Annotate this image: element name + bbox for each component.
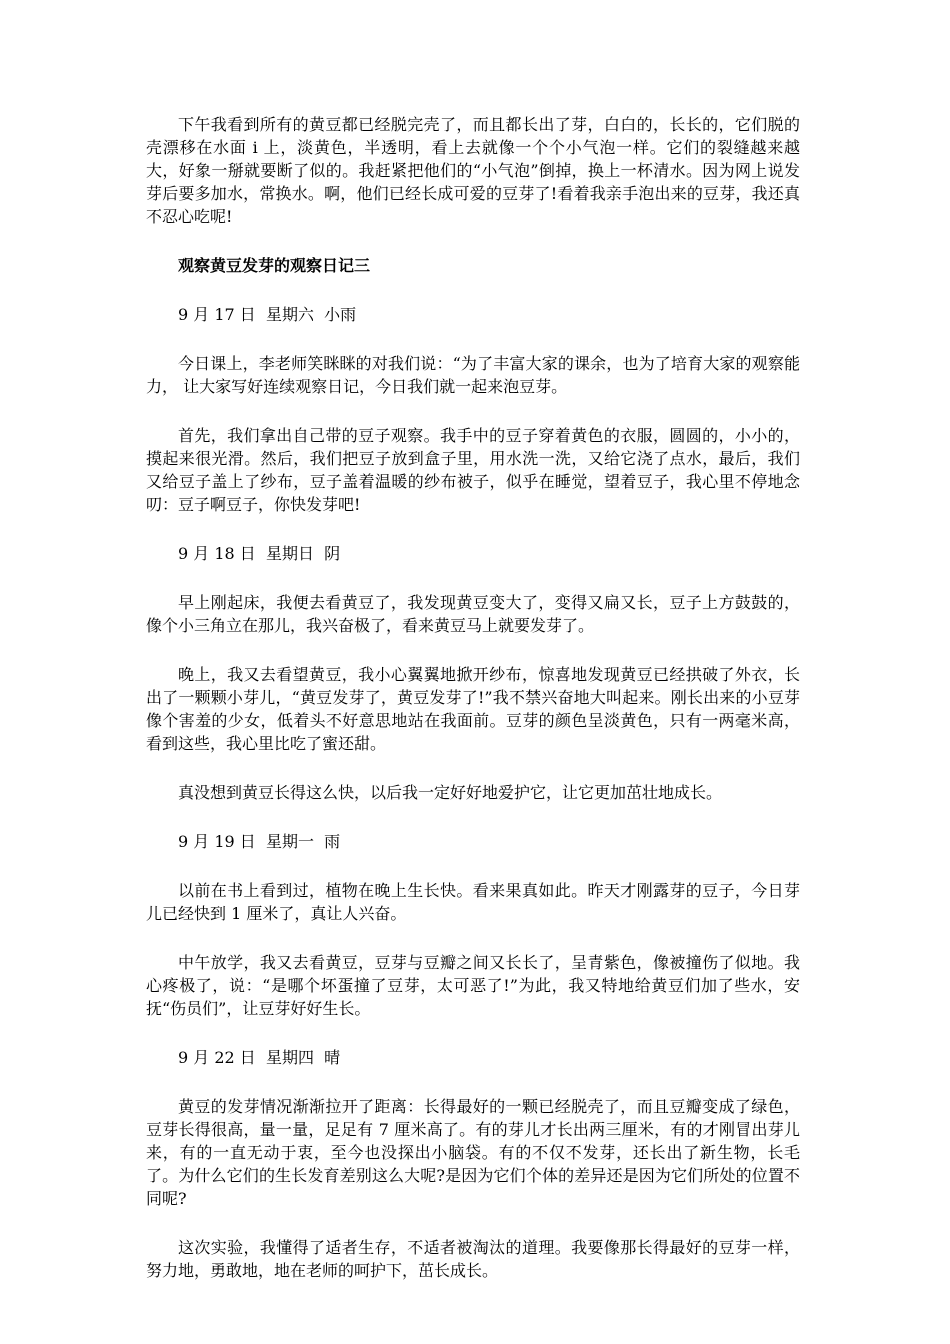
paragraph: 这次实验，我懂得了适者生存，不适者被淘汰的道理。我要像那长得最好的豆芽一样，努力地，勇敢地，地在老师的呵护下，茁长成长。 (146, 1238, 800, 1280)
diary-date: 9 月 17 日 星期六 小雨 (178, 305, 357, 324)
paragraph: 早上刚起床，我便去看黄豆了，我发现黄豆变大了，变得又扁又长，豆子上方鼓鼓的，像个小三角立在那儿，我兴奋极了，看来黄豆马上就要发芽了。 (146, 593, 800, 635)
paragraph: 中午放学，我又去看黄豆，豆芽与豆瓣之间又长长了，呈青紫色，像被撞伤了似地。我心疼极了，说：“是哪个坏蛋撞了豆芽，太可恶了!”为此，我又特地给黄豆们加了些水，安抚“伤员们”，让豆芽好好生长。 (146, 953, 800, 1018)
diary-date: 9 月 18 日 星期日 阴 (178, 544, 341, 563)
paragraph: 真没想到黄豆长得这么快，以后我一定好好地爱护它，让它更加茁壮地成长。 (178, 783, 723, 802)
diary-date: 9 月 19 日 星期一 雨 (178, 832, 341, 851)
paragraph: 下午我看到所有的黄豆都已经脱完壳了，而且都长出了芽，白白的，长长的，它们脱的壳漂移在水面 i 上，淡黄色，半透明，看上去就像一个个小气泡一样。它们的裂缝越来越大，好象一掰就要断了似的。我赶紧把他们的“小气泡”倒掉，换上一杯清水。因为网上说发芽后要多加水，常换水。啊，他们已经长成可爱的豆芽了!看着我亲手泡出来的豆芽，我还真不忍心吃呢! (146, 115, 800, 226)
document-page (146, 113, 800, 1308)
paragraph: 黄豆的发芽情况渐渐拉开了距离：长得最好的一颗已经脱壳了，而且豆瓣变成了绿色，豆芽长得很高，量一量，足足有 7 厘米高了。有的芽儿才长出两三厘米，有的才刚冒出芽儿来，有的一直无动于衷，至今也没探出小脑袋。有的不仅不发芽，还长出了新生物，长毛了。为什么它们的生长发育差别这么大呢?是因为它们个体的差异还是因为它们所处的位置不同呢? (146, 1097, 800, 1208)
diary-date: 9 月 22 日 星期四 晴 (178, 1048, 341, 1067)
paragraph: 晚上，我又去看望黄豆，我小心翼翼地掀开纱布，惊喜地发现黄豆已经拱破了外衣，长出了一颗颗小芽儿，“黄豆发芽了，黄豆发芽了!”我不禁兴奋地大叫起来。刚长出来的小豆芽像个害羞的少女，低着头不好意思地站在我面前。豆芽的颜色呈淡黄色，只有一两毫米高，看到这些，我心里比吃了蜜还甜。 (146, 665, 800, 753)
paragraph: 今日课上，李老师笑眯眯的对我们说：“为了丰富大家的课余，也为了培育大家的观察能力， 让大家写好连续观察日记，今日我们就一起来泡豆芽。 (146, 354, 800, 396)
section-heading: 观察黄豆发芽的观察日记三 (178, 256, 371, 275)
paragraph: 首先，我们拿出自己带的豆子观察。我手中的豆子穿着黄色的衣服，圆圆的，小小的，摸起来很光滑。然后，我们把豆子放到盒子里，用水洗一洗，又给它浇了点水，最后，我们又给豆子盖上了纱布，豆子盖着温暖的纱布被子，似乎在睡觉，望着豆子，我心里不停地念叨：豆子啊豆子，你快发芽吧! (146, 426, 800, 514)
paragraph: 以前在书上看到过，植物在晚上生长快。看来果真如此。昨天才刚露芽的豆子，今日芽儿已经快到 1 厘米了，真让人兴奋。 (146, 881, 800, 923)
